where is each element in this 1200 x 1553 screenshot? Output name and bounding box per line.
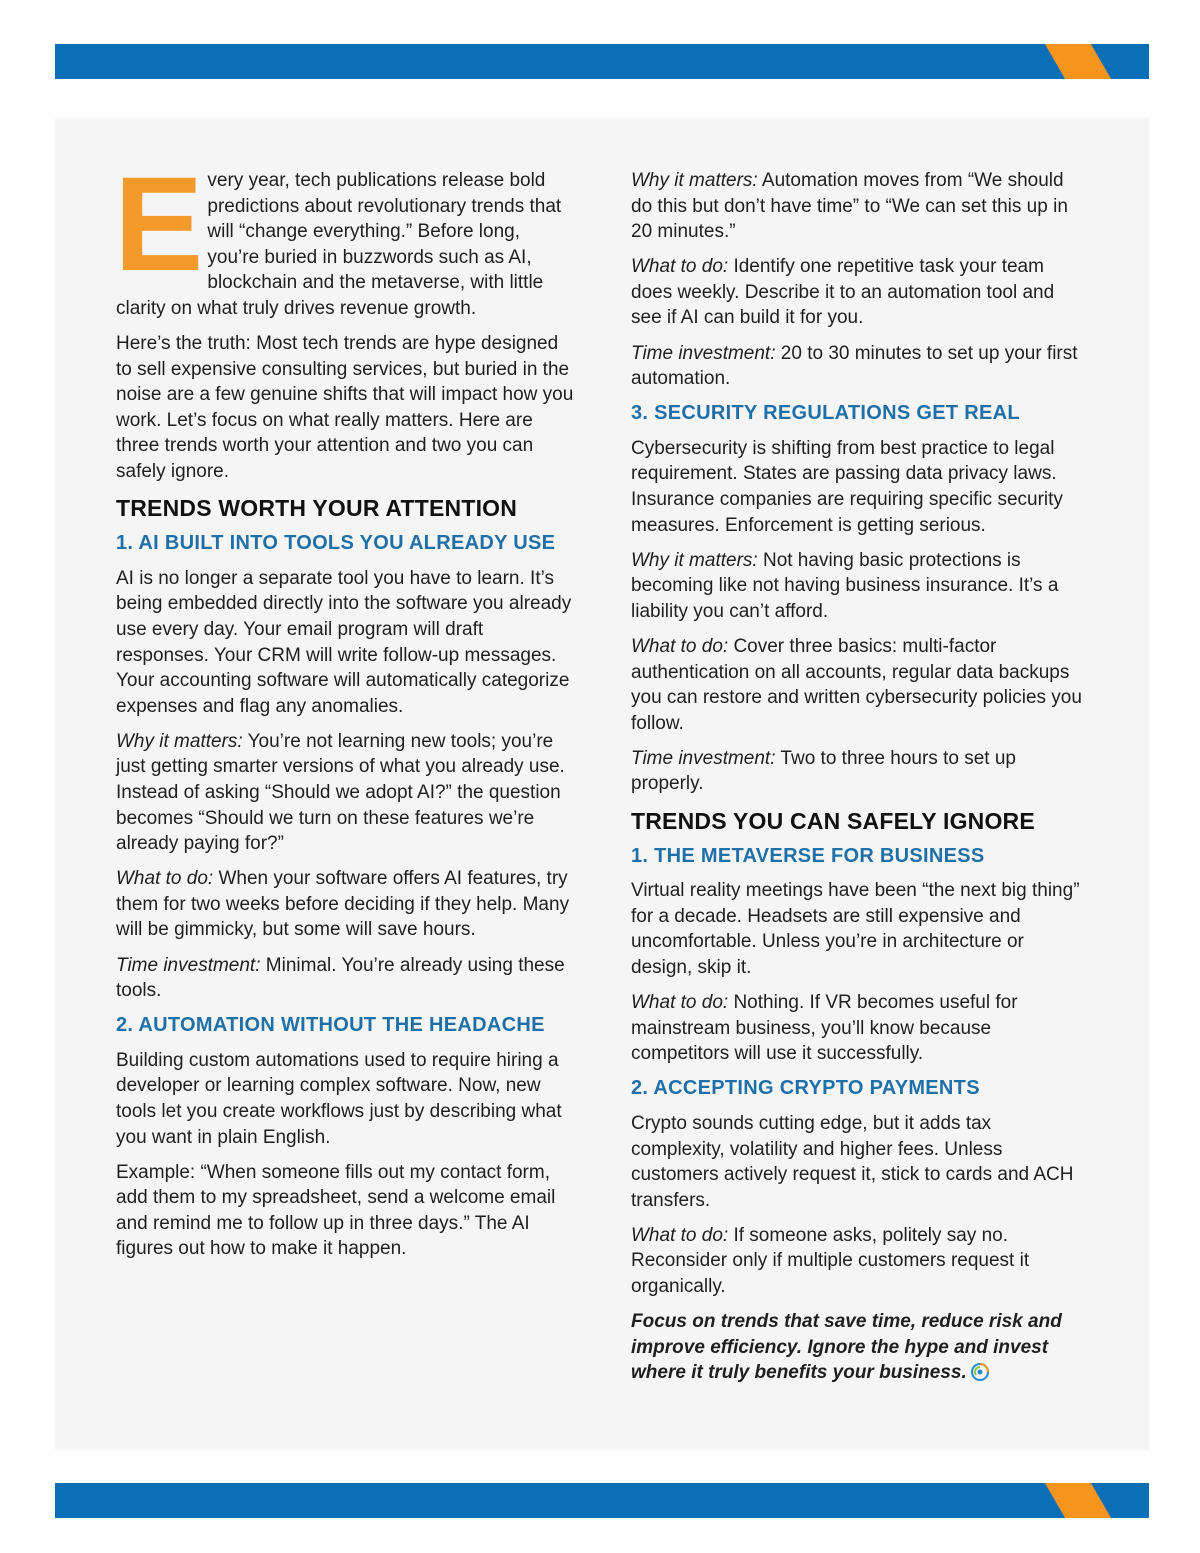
trend-1-why: Why it matters: You’re not learning new tools; you’re just getting smarter versions of what you already use. Instead of asking “Should we adopt AI?” the question becomes “Should we turn on these features we’re already paying for?” <box>116 730 565 855</box>
trend-3-body: Cybersecurity is shifting from best practice to legal requirement. States are passing data privacy laws. Insurance companies are requiring specific security measures. Enforcement is getting serious. <box>631 437 1063 536</box>
trend-3-todo: What to do: Cover three basics: multi-factor authentication on all accounts, regular data backups you can restore and written cybersecurity policies you follow. <box>631 636 1082 734</box>
article-left-column <box>114 150 574 1272</box>
trend-3-time: Time investment: Two to three hours to set up properly. <box>631 747 1016 795</box>
header-band <box>55 44 1149 79</box>
intro-paragraph: Every year, tech publications release bold predictions about revolutionary trends that will “change everything.” Before long, you’re buried in buzzwords such as AI, blockchain and the metaverse, with little clarity on what truly drives revenue growth. <box>114 150 562 319</box>
trend-1-title: 1. AI BUILT INTO TOOLS YOU ALREADY USE <box>116 532 556 555</box>
trend-1-body: AI is no longer a separate tool you have to learn. It’s being embedded directly into the software you already use every day. Your email program will draft responses. Your CRM will write follow-up messages. Your accounting software will automatically categorize expenses and flag any anomalies. <box>116 567 572 717</box>
trend-1-time: Time investment: Minimal. You’re already using these tools. <box>116 954 565 1002</box>
end-mark-logo-icon <box>971 1363 989 1381</box>
header-accent-stripe <box>1045 44 1111 79</box>
article-right-column <box>631 168 1086 1395</box>
trend-3-why: Why it matters: Not having basic protections is becoming like not having business insurance. It’s a liability you can’t afford. <box>631 549 1059 622</box>
trend-1-todo: What to do: When your software offers AI features, try them for two weeks before deciding if they help. Many will be gimmicky, but some will save hours. <box>116 868 570 941</box>
ignore-1-title: 1. THE METAVERSE FOR BUSINESS <box>631 844 985 867</box>
footer-accent-stripe <box>1045 1483 1111 1518</box>
trend-2-title: 2. AUTOMATION WITHOUT THE HEADACHE <box>116 1014 545 1037</box>
section-heading-ignore: TRENDS YOU CAN SAFELY IGNORE <box>631 807 1035 834</box>
trend-2-why: Why it matters: Automation moves from “We should do this but don’t have time” to “We can set this up in 20 minutes.” <box>631 170 1068 243</box>
trend-2-body: Building custom automations used to require hiring a developer or learning complex software. Now, new tools let you create workflows just by describing what you want in plain English. <box>116 1049 562 1148</box>
section-heading-worth: TRENDS WORTH YOUR ATTENTION <box>116 495 518 522</box>
trend-3-title: 3. SECURITY REGULATIONS GET REAL <box>631 402 1020 425</box>
ignore-2-todo: What to do: If someone asks, politely say no. Reconsider only if multiple customers request it organically. <box>631 1224 1030 1297</box>
intro-paragraph-2: Here’s the truth: Most tech trends are hype designed to sell expensive consulting services, but buried in the noise are a few genuine shifts that will impact how you work. Let’s focus on what really matters. Here are three trends worth your attention and two you can safely ignore. <box>116 333 574 483</box>
ignore-2-title: 2. ACCEPTING CRYPTO PAYMENTS <box>631 1077 980 1100</box>
closing-statement: Focus on trends that save time, reduce risk and improve efficiency. Ignore the hype and invest where it truly benefits your business. <box>631 1311 1062 1384</box>
footer-band <box>55 1483 1149 1518</box>
trend-2-example: Example: “When someone fills out my contact form, add them to my spreadsheet, send a welcome email and remind me to follow up in three days.” The AI figures out how to make it happen. <box>116 1161 556 1260</box>
drop-cap: E <box>114 150 202 299</box>
trend-2-todo: What to do: Identify one repetitive task your team does weekly. Describe it to an automation tool and see if AI can build it for you. <box>631 256 1055 329</box>
ignore-1-body: Virtual reality meetings have been “the next big thing” for a decade. Headsets are still expensive and uncomfortable. Unless you’re in architecture or design, skip it. <box>631 880 1080 978</box>
ignore-1-todo: What to do: Nothing. If VR becomes useful for mainstream business, you’ll know because competitors will use it successfully. <box>631 992 1018 1065</box>
trend-2-time: Time investment: 20 to 30 minutes to set up your first automation. <box>631 342 1078 390</box>
ignore-2-body: Crypto sounds cutting edge, but it adds tax complexity, volatility and higher fees. Unless customers actively request it, stick to cards and ACH transfers. <box>631 1112 1074 1211</box>
